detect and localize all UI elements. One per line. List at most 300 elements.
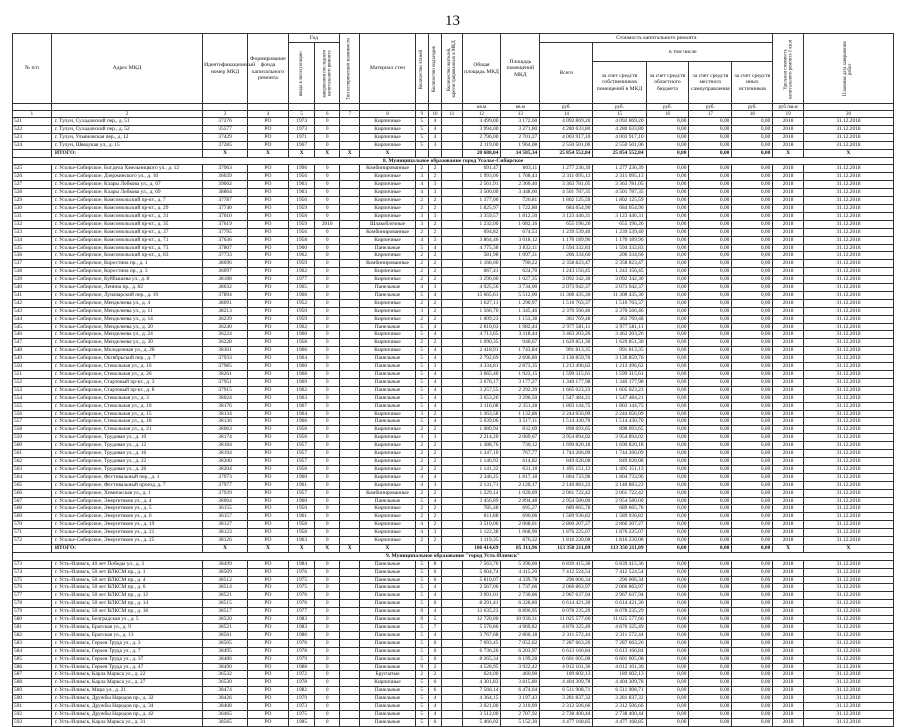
row-floors: 4	[415, 236, 428, 244]
row-number: 524	[13, 141, 52, 149]
row-residents	[442, 236, 462, 244]
row-walls: Панельные	[360, 568, 415, 576]
row-cost-total: 2 977 581,11	[540, 323, 593, 331]
row-unit: 2018	[773, 220, 804, 228]
row-address: г. Усолье-Сибирское, Комсомольский пр-кт., д. 83	[51, 252, 202, 260]
row-cost-other: 0,00	[732, 252, 773, 260]
row-id: 37963	[203, 165, 248, 173]
row-area: 603,11	[501, 165, 540, 173]
row-entrances: 6	[428, 679, 441, 687]
row-entrances: 4	[428, 497, 441, 505]
row-cost-local: 0,00	[689, 473, 732, 481]
row-entrances: 4	[428, 703, 441, 711]
row-year-build: 1975	[288, 584, 315, 592]
row-area: 2 120,17	[501, 481, 540, 489]
row-cost-owners: 2 738 400,44	[593, 710, 646, 718]
row-entrances: 2	[428, 228, 441, 236]
row-cost-total: 6 601 005,08	[540, 655, 593, 663]
row-unit: 2018	[773, 299, 804, 307]
column-number-cell: 12	[462, 111, 501, 118]
row-area: 5 512,00	[501, 291, 540, 299]
row-cost-local: 0,00	[689, 576, 732, 584]
row-address: г. Усть-Илимск, 50 лет ВЛКСМ пр., д. 18	[51, 608, 202, 616]
row-walls: Шлакоблочные	[360, 220, 415, 228]
row-year-build: 1958	[288, 521, 315, 529]
row-fund: РО	[248, 450, 289, 458]
row-total-area: 4 364,15	[462, 695, 501, 703]
total-ar: 14 585,34	[501, 149, 540, 157]
row-cost-owners: 2 311 095,13	[593, 173, 646, 181]
row-year-repair: 0	[315, 133, 340, 141]
row-entrances: 6	[428, 576, 441, 584]
row-id: 38520	[203, 616, 248, 624]
row-number: 558	[13, 426, 52, 434]
row-cost-region: 0,00	[646, 560, 689, 568]
row-cost-region: 0,00	[646, 402, 689, 410]
row-total-area: 1 627,11	[462, 299, 501, 307]
row-hist	[339, 608, 359, 616]
row-number: 587	[13, 671, 52, 679]
row-year-build: 1979	[288, 655, 315, 663]
row-unit: 2018	[773, 679, 804, 687]
row-plan-date: 31.12.2018	[803, 505, 893, 513]
row-address: г. Усолье-Сибирское, Стекольная ул., д. 21	[51, 426, 202, 434]
row-fund: РО	[248, 331, 289, 339]
row-residents	[442, 133, 462, 141]
row-cost-local: 0,00	[689, 133, 732, 141]
row-area: 6 203,97	[501, 647, 540, 655]
row-unit: 2018	[773, 394, 804, 402]
row-cost-region: 0,00	[646, 457, 689, 465]
row-area: 2 730,86	[501, 592, 540, 600]
row-unit: 2018	[773, 141, 804, 149]
row-plan-date: 31.12.2018	[803, 299, 893, 307]
row-unit: 2018	[773, 284, 804, 292]
row-cost-other: 0,00	[732, 465, 773, 473]
row-walls: Кирпичные	[360, 118, 415, 126]
row-year-repair: 0	[315, 244, 340, 252]
row-cost-region: 0,00	[646, 687, 689, 695]
column-number-cell: 17	[689, 111, 732, 118]
col-header-area: Площадь помещений МКД	[501, 34, 540, 104]
table-row	[13, 371, 894, 379]
row-id: 38261	[203, 371, 248, 379]
row-floors: 2	[415, 505, 428, 513]
row-year-repair: 2010	[315, 220, 340, 228]
row-fund: РО	[248, 457, 289, 465]
row-floors: 5	[415, 323, 428, 331]
row-plan-date: 31.12.2018	[803, 624, 893, 632]
table-row	[13, 299, 894, 307]
row-id: 38127	[203, 521, 248, 529]
row-walls: Кирпичные	[360, 521, 415, 529]
row-year-build: 1972	[288, 671, 315, 679]
row-number: 554	[13, 394, 52, 402]
row-cost-total: 1 340 177,98	[540, 378, 593, 386]
row-year-build: 1957	[288, 450, 315, 458]
row-area: 1 737,66	[501, 584, 540, 592]
row-fund: РО	[248, 600, 289, 608]
column-number-cell: 18	[732, 111, 773, 118]
row-number: 534	[13, 236, 52, 244]
row-total-area: 12 720,00	[462, 616, 501, 624]
row-area: 3 448,60	[501, 189, 540, 197]
row-id: 38426	[203, 695, 248, 703]
row-residents	[442, 584, 462, 592]
row-year-build: 1961	[288, 513, 315, 521]
row-cost-local: 0,00	[689, 624, 732, 632]
row-walls: Кирпичные	[360, 537, 415, 545]
row-residents	[442, 378, 462, 386]
row-year-repair: 0	[315, 331, 340, 339]
row-year-build: 1958	[288, 465, 315, 473]
row-cost-other: 0,00	[732, 165, 773, 173]
row-cost-region: 0,00	[646, 204, 689, 212]
row-plan-date: 31.12.2018	[803, 497, 893, 505]
row-area: 624,70	[501, 268, 540, 276]
row-walls: Кирпичные	[360, 307, 415, 315]
row-floors: 4	[415, 473, 428, 481]
row-cost-owners: 6 614 421,30	[593, 600, 646, 608]
row-id: 38499	[203, 560, 248, 568]
total-oth: 0,00	[732, 544, 773, 552]
row-cost-local: 0,00	[689, 394, 732, 402]
table-row	[13, 244, 894, 252]
total-oth: 0,00	[732, 149, 773, 157]
column-number-cell: 9	[415, 111, 428, 118]
row-number: 544	[13, 315, 52, 323]
row-cost-region: 0,00	[646, 236, 689, 244]
row-cost-region: 0,00	[646, 663, 689, 671]
row-entrances: 3	[428, 481, 441, 489]
row-total-area: 3 767,68	[462, 631, 501, 639]
row-fund: РО	[248, 624, 289, 632]
row-residents	[442, 284, 462, 292]
row-plan-date: 31.12.2018	[803, 173, 893, 181]
col-header-cost: Стоимость капитального ремонта	[540, 34, 773, 43]
total-reg: 0,00	[646, 149, 689, 157]
row-total-area: 1 146,93	[462, 457, 501, 465]
row-number: 590	[13, 695, 52, 703]
row-cost-owners: 2 066 863,97	[593, 584, 646, 592]
row-number: 569	[13, 513, 52, 521]
row-cost-local: 0,00	[689, 410, 732, 418]
row-area: 1 964,08	[501, 141, 540, 149]
row-walls: Кирпичные	[360, 347, 415, 355]
row-residents	[442, 600, 462, 608]
row-fund: РО	[248, 442, 289, 450]
row-plan-date: 31.12.2018	[803, 616, 893, 624]
row-cost-total: 1 605 023,23	[540, 386, 593, 394]
row-address: г. Усть-Илимск, Героев Труда ул., д. 47	[51, 663, 202, 671]
row-residents	[442, 473, 462, 481]
row-floors: 3	[415, 220, 428, 228]
row-residents	[442, 386, 462, 394]
row-entrances: 3	[428, 529, 441, 537]
total-ta: 20 688,04	[462, 149, 501, 157]
row-residents	[442, 592, 462, 600]
row-residents	[442, 529, 462, 537]
row-hist	[339, 584, 359, 592]
table-row	[13, 687, 894, 695]
row-floors: 2	[415, 260, 428, 268]
row-walls: Панельные	[360, 631, 415, 639]
row-year-repair: 0	[315, 671, 340, 679]
row-number: 545	[13, 323, 52, 331]
row-residents	[442, 355, 462, 363]
row-area: 690,06	[501, 513, 540, 521]
row-cost-region: 0,00	[646, 284, 689, 292]
row-number: 548	[13, 347, 52, 355]
row-plan-date: 31.12.2018	[803, 307, 893, 315]
row-unit: 2018	[773, 410, 804, 418]
row-area: 1 812,50	[501, 212, 540, 220]
row-year-build: 1976	[288, 639, 315, 647]
row-area: 1 817,18	[501, 473, 540, 481]
row-number: 568	[13, 505, 52, 513]
row-walls: Панельные	[360, 363, 415, 371]
total-unit: X	[773, 544, 804, 552]
row-year-repair: 0	[315, 410, 340, 418]
table-row	[13, 457, 894, 465]
row-cost-other: 0,00	[732, 133, 773, 141]
row-walls: Панельные	[360, 718, 415, 726]
row-number: 589	[13, 687, 52, 695]
row-fund: РО	[248, 378, 289, 386]
row-fund: РО	[248, 339, 289, 347]
row-fund: РО	[248, 173, 289, 181]
row-year-build: 1963	[288, 181, 315, 189]
row-walls: Кирпичные	[360, 505, 415, 513]
row-hist	[339, 260, 359, 268]
row-cost-other: 0,00	[732, 410, 773, 418]
row-year-repair: 0	[315, 560, 340, 568]
row-entrances: 2	[428, 307, 441, 315]
table-row	[13, 497, 894, 505]
row-cost-local: 0,00	[689, 355, 732, 363]
row-total-area: 3 665,40	[462, 371, 501, 379]
row-number: 588	[13, 679, 52, 687]
row-year-build: 1975	[288, 576, 315, 584]
row-address: г. Усолье-Сибирское, Стартовый пр-кт., д. 3	[51, 378, 202, 386]
row-cost-local: 0,00	[689, 521, 732, 529]
row-plan-date: 31.12.2018	[803, 655, 893, 663]
row-cost-local: 0,00	[689, 457, 732, 465]
row-cost-total: 6 839 415,36	[540, 560, 593, 568]
row-cost-local: 0,00	[689, 371, 732, 379]
row-id: 37951	[203, 378, 248, 386]
row-cost-region: 0,00	[646, 260, 689, 268]
row-total-area: 785,48	[462, 505, 501, 513]
row-hist	[339, 639, 359, 647]
row-unit: 2018	[773, 473, 804, 481]
row-unit: 2018	[773, 576, 804, 584]
row-total-area: 1 168,00	[462, 260, 501, 268]
row-total-area: 3 864,46	[462, 236, 501, 244]
row-cost-region: 0,00	[646, 394, 689, 402]
row-cost-local: 0,00	[689, 252, 732, 260]
row-address: г. Усолье-Сибирское, Трудовая ул., д. 10	[51, 434, 202, 442]
row-cost-other: 0,00	[732, 323, 773, 331]
row-unit: 2018	[773, 378, 804, 386]
row-year-build: 1958	[288, 236, 315, 244]
unit-cell	[415, 104, 428, 111]
row-plan-date: 31.12.2018	[803, 189, 893, 197]
row-floors: 5	[415, 133, 428, 141]
row-residents	[442, 457, 462, 465]
row-cost-local: 0,00	[689, 647, 732, 655]
row-unit: 2018	[773, 616, 804, 624]
row-year-repair: 0	[315, 284, 340, 292]
row-unit: 2018	[773, 291, 804, 299]
row-cost-region: 0,00	[646, 576, 689, 584]
row-unit: 2018	[773, 315, 804, 323]
row-floors: 5	[415, 386, 428, 394]
row-cost-region: 0,00	[646, 624, 689, 632]
column-number-cell: 6	[315, 111, 340, 118]
row-number: 581	[13, 624, 52, 632]
row-hist	[339, 663, 359, 671]
row-year-repair: 0	[315, 402, 340, 410]
row-cost-region: 0,00	[646, 426, 689, 434]
row-cost-other: 0,00	[732, 244, 773, 252]
row-total-area: 1 119,35	[462, 537, 501, 545]
row-number: 579	[13, 608, 52, 616]
total-loc: 0,00	[689, 149, 732, 157]
row-number: 583	[13, 639, 52, 647]
row-entrances: 2	[428, 173, 441, 181]
row-year-build: 1977	[288, 276, 315, 284]
column-number-cell: 3	[203, 111, 248, 118]
row-walls: Кирпичные	[360, 189, 415, 197]
row-cost-region: 0,00	[646, 276, 689, 284]
row-entrances: 3	[428, 189, 441, 197]
row-year-repair: 0	[315, 505, 340, 513]
row-area: 1 132,86	[501, 410, 540, 418]
col-header-year-build: ввода в эксплуатацию	[288, 43, 315, 104]
row-fund: РО	[248, 244, 289, 252]
row-address: г. Усть-Илимск, Братская ул., д. 9	[51, 624, 202, 632]
row-fund: РО	[248, 394, 289, 402]
row-residents	[442, 521, 462, 529]
row-number: 573	[13, 560, 52, 568]
row-residents	[442, 434, 462, 442]
row-year-build: 1976	[288, 592, 315, 600]
total-loc: 0,00	[689, 544, 732, 552]
row-number: 542	[13, 299, 52, 307]
row-area: 3 177,27	[501, 378, 540, 386]
row-year-build: 1976	[288, 600, 315, 608]
row-cost-total: 2 954 580,00	[540, 497, 593, 505]
row-total-area: 3 500,00	[462, 189, 501, 197]
row-unit: 2018	[773, 529, 804, 537]
row-hist	[339, 465, 359, 473]
row-address: г. Усолье-Сибирское, Комсомольский пр-кт., д. 35	[51, 220, 202, 228]
row-total-area: 4 334,81	[462, 363, 501, 371]
row-cost-other: 0,00	[732, 315, 773, 323]
row-year-repair: 0	[315, 473, 340, 481]
row-id: 38024	[203, 394, 248, 402]
row-floors: 5	[415, 647, 428, 655]
row-cost-owners: 296 006,34	[593, 576, 646, 584]
row-plan-date: 31.12.2018	[803, 141, 893, 149]
row-year-build: 1979	[288, 695, 315, 703]
row-unit: 2018	[773, 489, 804, 497]
row-fund: РО	[248, 505, 289, 513]
row-year-repair: 0	[315, 529, 340, 537]
row-id: 35577	[203, 125, 248, 133]
row-walls: Панельные	[360, 703, 415, 711]
row-hist	[339, 228, 359, 236]
column-number-cell: 7	[339, 111, 359, 118]
row-cost-local: 0,00	[689, 671, 732, 679]
row-number: 546	[13, 331, 52, 339]
row-cost-other: 0,00	[732, 513, 773, 521]
row-area: 2 292,39	[501, 386, 540, 394]
row-cost-other: 0,00	[732, 268, 773, 276]
row-total-area: 2 792,69	[462, 355, 501, 363]
row-floors: 4	[415, 189, 428, 197]
row-cost-other: 0,00	[732, 371, 773, 379]
row-unit: 2018	[773, 624, 804, 632]
col-header-walls: Материал стен	[360, 34, 415, 104]
row-area: 1 345,46	[501, 307, 540, 315]
row-cost-total: 1 803 144,75	[540, 402, 593, 410]
row-fund: РО	[248, 347, 289, 355]
row-fund: РО	[248, 418, 289, 426]
row-cost-total: 2 311 572,44	[540, 631, 593, 639]
row-address: г. Усть-Илимск, 50 лет ВЛКСМ пр., д. 14	[51, 600, 202, 608]
row-cost-owners: 1 239 539,40	[593, 228, 646, 236]
row-walls: Кирпичные	[360, 197, 415, 205]
page-number: 13	[445, 13, 460, 29]
row-residents	[442, 189, 462, 197]
row-walls: Кирпичные	[360, 276, 415, 284]
table-row	[13, 363, 894, 371]
row-floors: 5	[415, 347, 428, 355]
row-plan-date: 31.12.2018	[803, 481, 893, 489]
row-hist	[339, 624, 359, 632]
table-row	[13, 181, 894, 189]
row-entrances: 2	[428, 276, 441, 284]
row-cost-total: 4 477 168,85	[540, 718, 593, 726]
row-cost-other: 0,00	[732, 220, 773, 228]
row-cost-region: 0,00	[646, 189, 689, 197]
row-walls: Кирпичные	[360, 410, 415, 418]
row-fund: РО	[248, 710, 289, 718]
row-entrances: 2	[428, 165, 441, 173]
units-row	[13, 104, 894, 111]
total-row	[13, 544, 894, 552]
row-fund: РО	[248, 125, 289, 133]
row-year-repair: 0	[315, 624, 340, 632]
row-year-build: 1986	[288, 631, 315, 639]
row-hist	[339, 521, 359, 529]
row-unit: 2018	[773, 718, 804, 726]
row-hist	[339, 489, 359, 497]
table-row	[13, 671, 894, 679]
row-residents	[442, 576, 462, 584]
row-cost-owners: 2 311 572,44	[593, 631, 646, 639]
row-unit: 2018	[773, 276, 804, 284]
row-address: г. Усть-Илимск, Дружбы Народов пр., д. 42	[51, 710, 202, 718]
row-plan-date: 31.12.2018	[803, 220, 893, 228]
row-year-build: 1959	[288, 204, 315, 212]
row-year-repair: 0	[315, 228, 340, 236]
row-residents	[442, 537, 462, 545]
row-year-build: 1957	[288, 489, 315, 497]
row-hist	[339, 165, 359, 173]
